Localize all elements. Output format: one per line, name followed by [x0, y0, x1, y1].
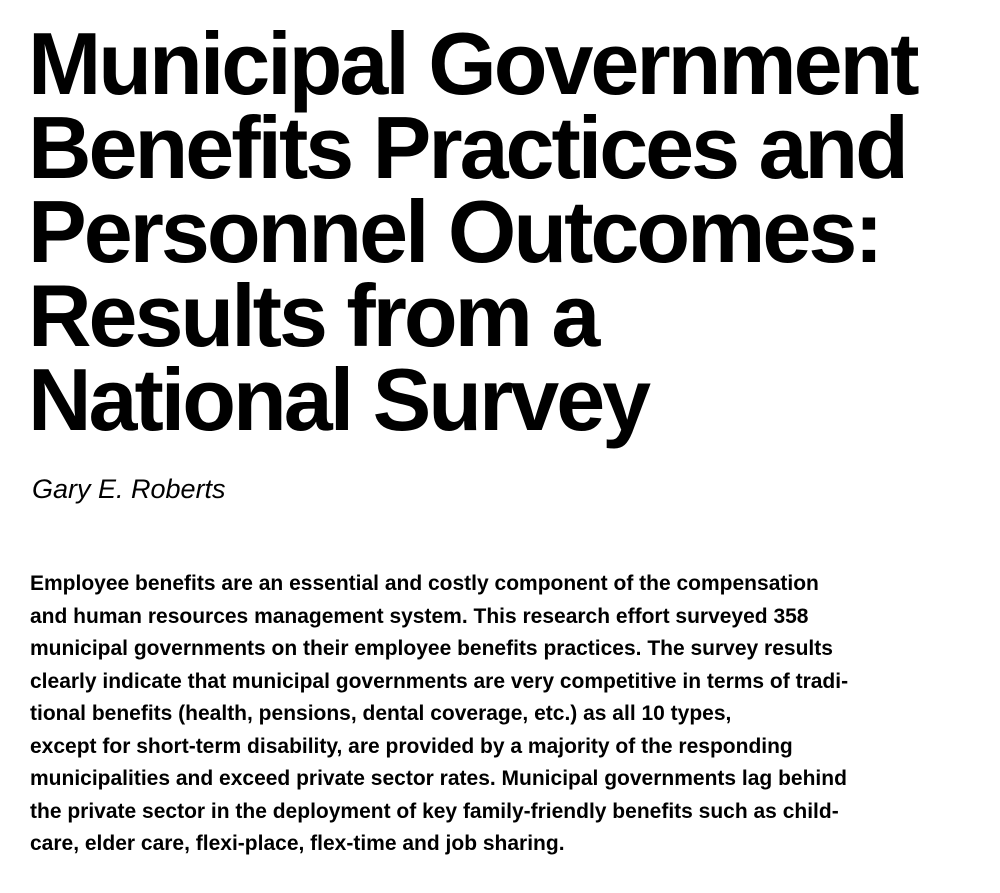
- abstract-line: tional benefits (health, pensions, dental coverage, etc.) as all 10 types,: [30, 702, 732, 725]
- article-title: [28, 14, 988, 449]
- abstract-line: clearly indicate that municipal governments are very competitive in terms of tradi-: [30, 669, 849, 693]
- abstract-line: and human resources management system. This research effort surveyed 358: [30, 604, 809, 628]
- title-line: Personnel Outcomes:: [28, 182, 881, 281]
- title-line: Benefits Practices and: [28, 98, 906, 197]
- author-name: Gary E. Roberts: [32, 474, 226, 504]
- abstract-line: care, elder care, flexi-place, flex-time and job sharing.: [30, 832, 565, 855]
- abstract-line: municipal governments on their employee benefits practices. The survey results: [30, 637, 833, 660]
- title-line: National Survey: [28, 350, 649, 449]
- abstract-line: Employee benefits are an essential and costly component of the compensation: [30, 572, 819, 595]
- abstract: [30, 568, 930, 861]
- abstract-line: except for short-term disability, are provided by a majority of the responding: [30, 734, 793, 758]
- abstract-line: the private sector in the deployment of key family-friendly benefits such as child-: [30, 799, 839, 823]
- title-line: Results from a: [28, 266, 598, 365]
- title-line: Municipal Government: [28, 14, 917, 113]
- abstract-line: municipalities and exceed private sector rates. Municipal governments lag behind: [30, 767, 847, 790]
